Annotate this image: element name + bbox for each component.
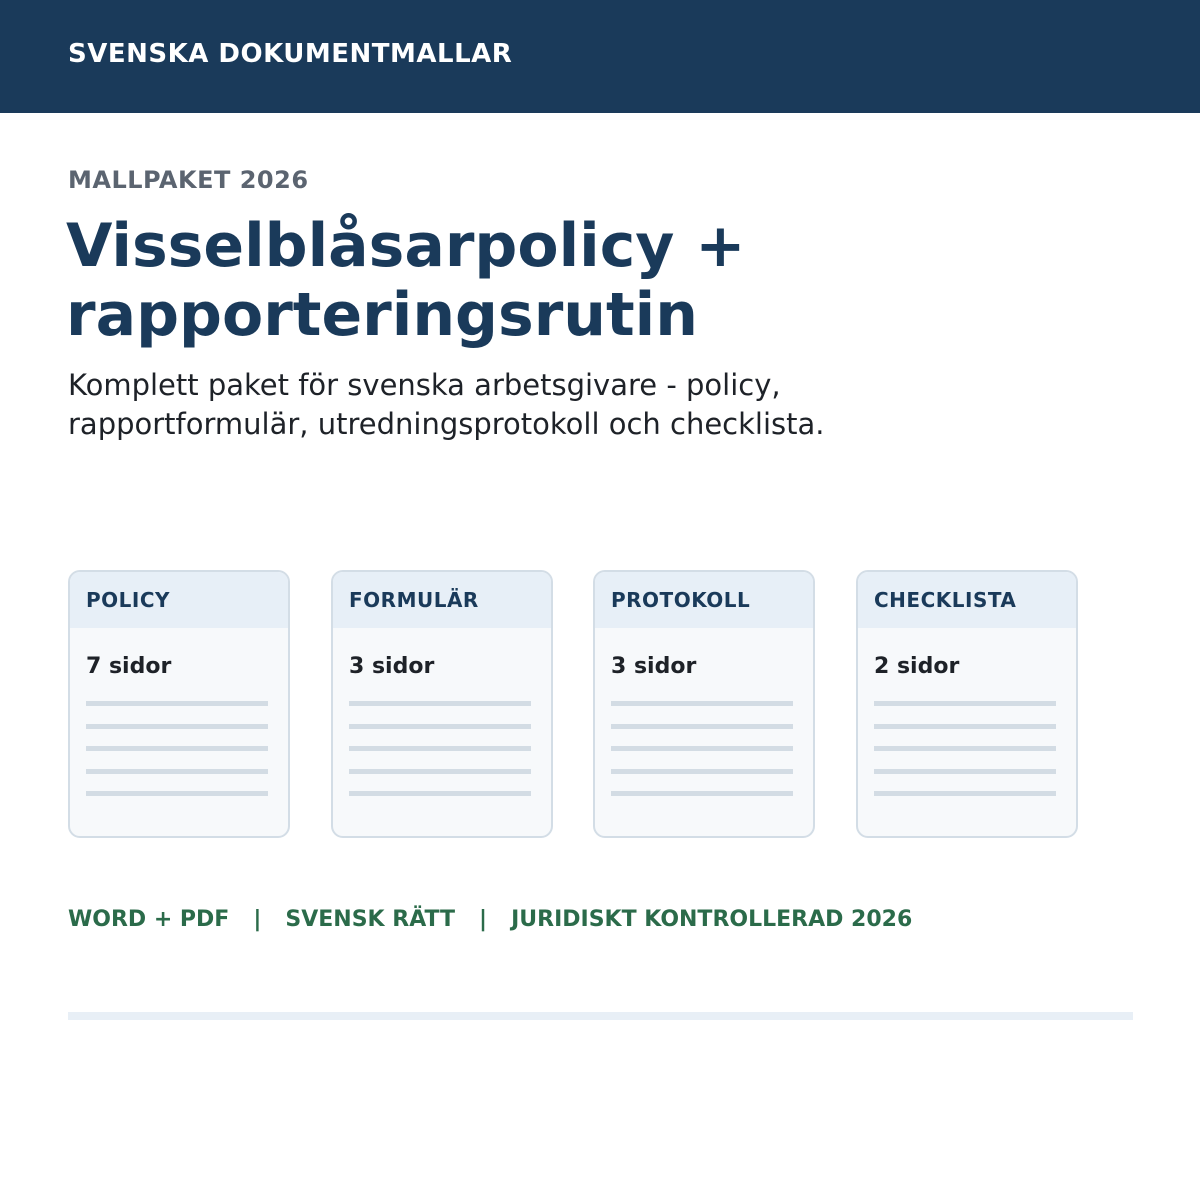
- card-text-line: [86, 769, 268, 774]
- page-subtitle: [68, 366, 1128, 444]
- card-text-line: [874, 791, 1056, 796]
- card-text-line: [349, 746, 531, 751]
- card-text-line: [86, 724, 268, 729]
- card-text-line: [86, 701, 268, 706]
- top-banner: [0, 0, 1200, 113]
- page-title-line: Visselblåsarpolicy +: [66, 211, 746, 281]
- feature-separator: |: [479, 907, 488, 932]
- card-text-line: [86, 746, 268, 751]
- page-subtitle-line: rapportformulär, utredningsprotokoll och checklista.: [68, 407, 825, 441]
- feature-verified: JURIDISKT KONTROLLERAD 2026: [511, 907, 913, 932]
- card-text-line: [611, 701, 793, 706]
- feature-strip: [68, 904, 912, 936]
- document-card-formular: [331, 570, 553, 838]
- package-eyebrow: MALLPAKET 2026: [68, 166, 309, 194]
- card-page-count: 3 sidor: [611, 654, 697, 679]
- card-text-line: [349, 724, 531, 729]
- card-label: CHECKLISTA: [874, 588, 1017, 612]
- card-text-line: [349, 769, 531, 774]
- card-text-line: [874, 746, 1056, 751]
- card-label: FORMULÄR: [349, 588, 479, 612]
- page-title: [66, 212, 1126, 350]
- card-label: POLICY: [86, 588, 171, 612]
- document-card-protokoll: [593, 570, 815, 838]
- card-text-line: [874, 701, 1056, 706]
- page-title-line: rapporteringsrutin: [66, 280, 698, 350]
- card-text-line: [874, 724, 1056, 729]
- document-card-policy: [68, 570, 290, 838]
- card-text-line: [86, 791, 268, 796]
- card-text-line: [611, 769, 793, 774]
- card-text-line: [349, 701, 531, 706]
- divider: [68, 1012, 1133, 1020]
- brand-name: SVENSKA DOKUMENTMALLAR: [68, 39, 513, 69]
- card-text-line: [611, 724, 793, 729]
- card-text-line: [874, 769, 1056, 774]
- feature-separator: |: [253, 907, 262, 932]
- card-page-count: 3 sidor: [349, 654, 435, 679]
- card-text-line: [611, 791, 793, 796]
- card-page-count: 7 sidor: [86, 654, 172, 679]
- card-text-line: [611, 746, 793, 751]
- feature-law: SVENSK RÄTT: [285, 907, 456, 932]
- feature-format: WORD + PDF: [68, 907, 230, 932]
- card-page-count: 2 sidor: [874, 654, 960, 679]
- card-text-line: [349, 791, 531, 796]
- document-card-checklista: [856, 570, 1078, 838]
- card-label: PROTOKOLL: [611, 588, 751, 612]
- page-subtitle-line: Komplett paket för svenska arbetsgivare - policy,: [68, 368, 781, 402]
